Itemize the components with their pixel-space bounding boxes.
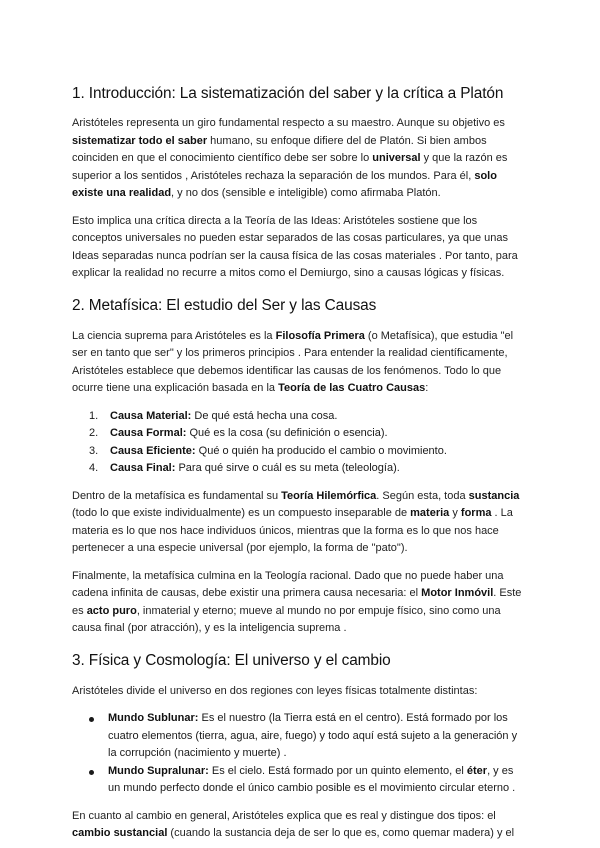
- bold-text: materia: [410, 507, 450, 519]
- bold-text: Teoría de las Cuatro Causas: [278, 382, 426, 394]
- text-run: , y no dos (sensible e inteligible) como afirmaba Platón.: [171, 187, 441, 199]
- list-item: 4. Causa Final: Para qué sirve o cuál es su meta (teleología).: [89, 462, 400, 474]
- text-run: . Según esta, toda: [376, 489, 469, 502]
- text-run: Finalmente, la metafísica culmina en la Teología racional. Dado que no puede haber una cadena infinita de causas, debe existir una primera causa necesaria: el: [72, 569, 504, 599]
- text-run: (o Metafísica), que estudia "el ser en tanto que ser" y los primeros principios . Para entender la realidad científicamente, Aristóteles establece que debemos identificar las causas de los fenómenos. Todo lo que ocurre tiene una explicación basada en la: [72, 329, 514, 394]
- bold-text: Teoría Hilemórfica: [281, 489, 377, 502]
- list-item: Mundo Sublunar: Es el nuestro (la Tierra está en el centro). Está formado por los cuatro elementos (tierra, agua, aire, fuego) y todo aquí está sujeto a la generación y la corrupción (nacimiento y muerte) .: [72, 710, 526, 763]
- section-2-paragraph-hilemorfica: [72, 488, 526, 558]
- section-2-intro: [72, 328, 526, 398]
- text-run: La ciencia suprema para Aristóteles es la: [72, 329, 276, 342]
- list-item: 1. Causa Material: De qué está hecha una cosa.: [89, 409, 338, 422]
- section-3-heading: 3. Física y Cosmología: El universo y el cambio: [72, 651, 391, 669]
- universe-regions-list: [72, 710, 526, 798]
- list-item: 2. Causa Formal: Qué es la cosa (su definición o esencia).: [89, 427, 388, 439]
- text-run: En cuanto al cambio en general, Aristóteles explica que es real y distingue dos tipos: el: [72, 809, 496, 822]
- document-page: [72, 84, 526, 843]
- text-run: y: [449, 507, 461, 519]
- bold-text: acto puro: [86, 604, 137, 617]
- section-1-paragraph-1: [72, 115, 526, 203]
- section-1-heading: 1. Introducción: La sistematización del saber y la crítica a Platón: [72, 85, 504, 102]
- text-run: Esto implica una crítica directa a la Teoría de las Ideas: Aristóteles sostiene que los conceptos universales no pueden estar separados de las cosas particulares, ya que unas Ideas separadas nunca podrían ser la causa física de las cosas materiales . Por tanto, para explicar la realidad no recurre a mitos como el Demiurgo, sino a causas lógicas y físicas.: [72, 214, 518, 279]
- bold-text: cambio sustancial: [72, 827, 168, 839]
- text-run: . La materia es lo que nos hace individuos únicos, mientras que la forma es lo que nos hace pertenecer a una especie universal (por ejemplo, la forma de "pato").: [72, 507, 513, 554]
- text-run: . Este es: [72, 587, 522, 617]
- text-run: (cuando la sustancia deja de ser lo que es, como quemar madera) y el: [167, 827, 515, 839]
- section-1-paragraph-2: [72, 213, 526, 283]
- text-run: Aristóteles divide el universo en dos regiones con leyes físicas totalmente distintas:: [72, 684, 478, 697]
- bold-text: universal: [372, 152, 421, 164]
- text-run: Dentro de la metafísica es fundamental su: [72, 489, 282, 502]
- text-run: , inmaterial y eterno; mueve al mundo no por empuje físico, sino como una causa final (por atracción), y es la inteligencia suprema .: [72, 604, 501, 634]
- bullet-icon: [89, 770, 94, 775]
- section-2-paragraph-motor: [72, 568, 526, 638]
- bold-text: forma: [460, 507, 492, 519]
- bold-text: Motor Inmóvil: [421, 587, 494, 599]
- bold-text: sustancia: [468, 489, 520, 502]
- text-run: humano, su enfoque difiere del de Platón. Si bien ambos coinciden en que el conocimiento científico debe ser sobre lo: [72, 134, 487, 164]
- section-3-paragraph-cambio: [72, 808, 526, 843]
- bold-text: sistematizar todo el saber: [72, 134, 208, 147]
- text-run: y que la razón es superior a los sentidos , Aristóteles rechaza la separación de los mundos. Para él,: [72, 152, 508, 182]
- bold-text: solo existe una realidad: [72, 169, 497, 199]
- text-run: :: [425, 382, 429, 394]
- bullet-icon: [89, 717, 94, 722]
- section-3-intro: [72, 683, 526, 701]
- text-run: (todo lo que existe individualmente) es un compuesto inseparable de: [72, 507, 411, 519]
- four-causes-list: [72, 408, 526, 478]
- text-run: Aristóteles representa un giro fundamental respecto a su maestro. Aunque su objetivo es: [72, 117, 505, 129]
- list-item: 3. Causa Eficiente: Qué o quién ha producido el cambio o movimiento.: [89, 444, 447, 457]
- section-2-heading: 2. Metafísica: El estudio del Ser y las Causas: [72, 296, 377, 314]
- bold-text: Filosofía Primera: [275, 329, 365, 342]
- list-item: Mundo Supralunar: Es el cielo. Está formado por un quinto elemento, el éter, y es un mundo perfecto donde el único cambio posible es el movimiento circular eterno .: [72, 763, 526, 798]
